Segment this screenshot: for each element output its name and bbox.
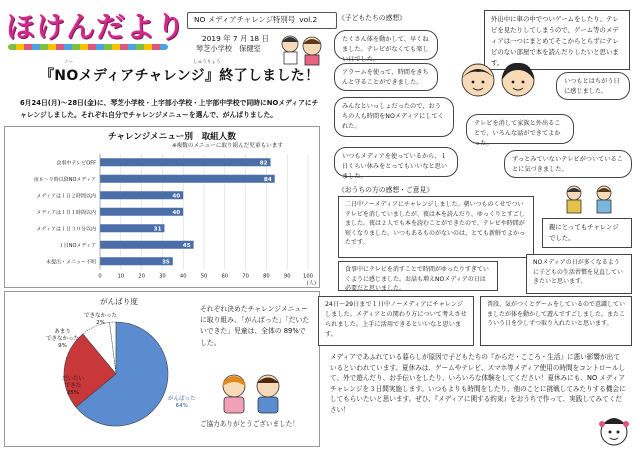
child-comment-8: ずっとみていないテレビがついていることに気づきました。: [504, 150, 632, 178]
issue-date: 2019 年 7 月 18 日: [202, 34, 269, 43]
bar-value-label: 82: [259, 160, 268, 167]
pie-label-dekinakatta: できなかった 2%: [84, 313, 118, 327]
bar: [100, 158, 271, 166]
x-tick-label: 40: [179, 273, 187, 280]
bar: [100, 191, 183, 199]
x-tick-label: 90: [283, 273, 291, 280]
title-decoration-stripe: [8, 44, 168, 50]
bar-value-label: 35: [162, 259, 170, 266]
x-tick-label: 50: [200, 273, 208, 280]
x-tick-label: 70: [242, 273, 249, 280]
masthead: [6, 6, 186, 46]
child-comment-1: 外出中に車の中でついゲームをしたり、テレビを見たりしてしまうので、ゲーム等のメディアは一つにまとめてそこからとらずにテレビのない部屋で本を読んだりしたいと思います。: [484, 10, 630, 70]
children-heading: 《子どもたちの感想》: [338, 14, 406, 22]
parent-comment-4: NOメディアの日が多くなるように子どもの生活習慣を見直していきたいと思います。: [526, 254, 632, 294]
issue-name: NO メディアチャレンジ特別号: [194, 15, 296, 25]
ruby-no: ノー: [64, 60, 74, 65]
x-tick-label: 60: [221, 273, 229, 280]
bar-value-label: 84: [263, 176, 272, 183]
closing-paragraph: メディアであふれている暮らしが原因で子どもたちの『からだ・こころ・生活』に悪い影響が出ているといわれています。夏休みは、ゲームやテレビ、スマホ等メディア使用の時間をコントロールして、外で遊んだり、お手伝いをしたり、いろいろな体験をしてください！夏休みにも、NO メディアチャレンジを３日間実施します。いつもよりも時間をしたり、他のことに挑戦してみたりする機会にしてもらいたいと思います。ぜひ、『メディアに関する約束』をおうちで作って、実践してみてください！: [330, 353, 626, 414]
pie-label-amari: あまり できなかった 9%: [46, 329, 80, 350]
children-illustration-icon: [214, 372, 290, 416]
parents-illustration-icon: [560, 184, 624, 214]
kids-faces-icon: [456, 58, 542, 102]
child-comment-6: テレビを消して家族と外出ることで、いろんな話ができてよかった。: [466, 114, 574, 144]
nurse-illustration-icon: [276, 32, 330, 66]
bar-chart: [4, 148, 320, 288]
bar-value-label: 40: [172, 209, 181, 216]
child-comment-3: アラームを使って、時間をきちんと守ることができました。: [334, 63, 438, 91]
newsletter-title: ほけんだより: [6, 10, 187, 44]
parent-comment-2: 食事中にテレビを消すことで時間がゆったりすぎていくように感じました。お話も増えNOメディアの日は必要だと思いました。: [338, 261, 498, 291]
thanks-message: ご協力ありがとうございました！: [200, 420, 299, 428]
lead-paragraph: 6月24日(月)～28日(金)に、琴芝小学校・上宇部小学校・上宇部中学校で同時にNOメディアにチャレンジしました。それぞれ自分でチャレンジメニューを選んで、がんばりました。: [20, 99, 319, 119]
mascot-icon: [596, 412, 632, 448]
bar: [100, 241, 194, 249]
category-label: メディアは１日３０分以内: [36, 226, 96, 233]
parent-comment-1: 二日中ノーメディアにチャレンジしました。朝いつものくせでついテレビを消していましたが、夜は本を読んだり、ゆっくりとすごしました。夜は２人でも本を読むことができたので、テレビや時間が短くなりました。いつもあるものがないのは、とても新鮮でよかったです。: [338, 196, 534, 258]
category-label: メディアは１日２時間以内: [36, 193, 96, 200]
issue-organization: 琴芝小学校 保健室: [196, 44, 261, 53]
x-tick-label: 100: [303, 273, 313, 280]
parent-comment-3: 親にとってもチャレンジでした。: [542, 218, 632, 248]
x-tick-label: 0: [98, 273, 102, 280]
child-comment-4: いつもとはちがう日に感じました。: [556, 72, 630, 100]
bar-value-label: 31: [153, 226, 162, 233]
category-label: １日NOメディア: [58, 242, 96, 249]
child-comment-2: たくさん体を動かして、早くねました。テレビがなくても楽しい日でした。: [334, 30, 438, 60]
child-comment-5: みんなといっしょだったので、おうちの人も時間をNOメディアにしてくれた。: [334, 97, 454, 137]
issue-label: [187, 12, 337, 29]
bar-value-label: 40: [172, 193, 181, 200]
bar: [100, 208, 183, 216]
x-tick-label: 20: [138, 273, 145, 280]
category-label: 夜８～９時以降NOメディア: [33, 176, 96, 183]
category-label: 食事中テレビOFF: [56, 160, 96, 167]
bar-value-label: 45: [182, 242, 191, 249]
chart-note: ※複数のメニューに取り組んだ児童もいます: [172, 143, 283, 149]
x-axis-unit: (人): [306, 280, 316, 287]
parent-comment-6: 普段、気がつくとゲームをしているので意識していましたが体を動かして遊んですごしました。またこういう日を少しずつ取り入れたいと思います。: [480, 296, 632, 346]
child-comment-7: いつもメディアを使っているから、１日くらい休みをとってもいいなと思いました。: [334, 147, 458, 177]
chart-title: チャレンジメニュー別 取組人数: [108, 132, 236, 142]
parents-heading: 《おうちの方の感想・ご意見》: [338, 186, 434, 194]
ruby-shuuryou: しゅうりょう: [193, 60, 221, 65]
issue-volume: vol.2: [299, 15, 318, 25]
x-tick-label: 10: [117, 273, 125, 280]
pie-label-ganbatta: がんばった 64%: [168, 396, 196, 410]
pie-title: がんばり度: [100, 297, 138, 306]
category-label: メディアは１日１時間以内: [36, 209, 96, 216]
pie-description: それぞれ決めたチャレンジメニューに取り組み、「がんばった」「だいたいできた」児童は、全体の 89%でした。: [200, 305, 310, 347]
pie-label-daitai: だいたい できた 25%: [62, 376, 85, 397]
headline: 『NOメディアチャレンジ』終了しました！: [40, 68, 320, 84]
x-tick-label: 80: [263, 273, 270, 280]
x-tick-label: 30: [159, 273, 166, 280]
parent-comment-5: 24日～29日まで１日中ノーメディアにチャレンジしました。メディアとの関わり方について考えさせられました。上手に活用できるといいなと思います。: [318, 296, 474, 346]
category-label: 未提出・メニュー不明: [45, 259, 96, 266]
bar: [100, 175, 275, 183]
